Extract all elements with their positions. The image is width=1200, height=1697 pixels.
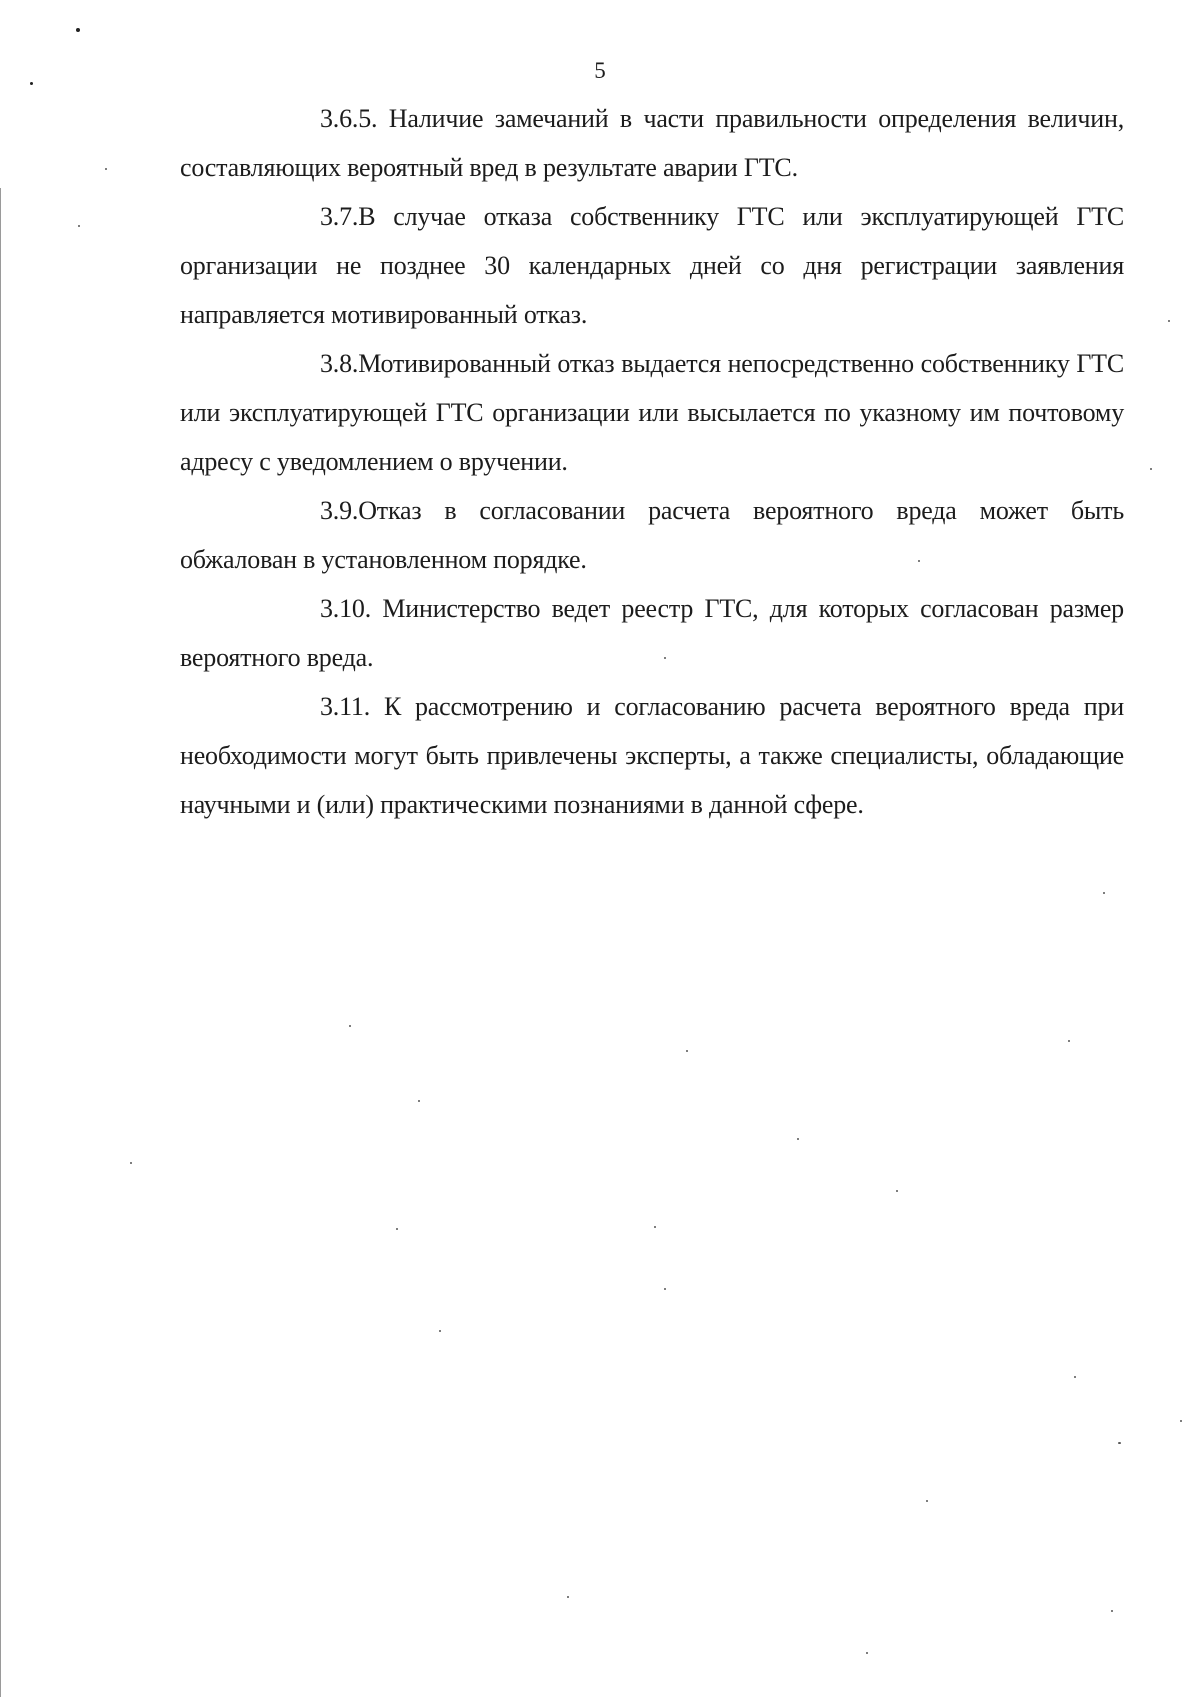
paragraph-text: В случае отказа собственнику ГТС или эксплуатирующей ГТС организации не позднее 30 календарных дней со дня регистрации заявления направляется мотивированный отказ. [180, 202, 1124, 329]
scan-speck [1180, 1420, 1182, 1422]
scan-edge-line [0, 188, 1, 1697]
scan-speck [896, 1190, 898, 1192]
scan-speck [654, 1226, 656, 1228]
scan-speck [130, 1162, 132, 1164]
scan-speck [1118, 1442, 1121, 1444]
scan-speck [396, 1228, 398, 1230]
scan-speck [926, 1500, 928, 1502]
scan-speck [30, 82, 33, 85]
scan-speck [1074, 1376, 1076, 1378]
paragraph-3-7 [180, 192, 1124, 339]
paragraph-number: 3.9. [320, 496, 359, 525]
scan-speck [1168, 320, 1170, 322]
scan-speck [76, 28, 80, 32]
scan-speck [105, 168, 107, 170]
paragraph-number: 3.7. [320, 202, 359, 231]
document-body [180, 94, 1124, 829]
page-number: 5 [594, 58, 606, 83]
scan-speck [866, 1652, 868, 1654]
scan-speck [78, 225, 80, 227]
scan-speck [664, 657, 666, 659]
paragraph-3-10 [180, 584, 1124, 682]
scan-speck [664, 1288, 666, 1290]
paragraph-3-8 [180, 339, 1124, 486]
scan-speck [418, 1100, 420, 1102]
paragraph-number: 3.6.5. [320, 104, 378, 133]
scan-speck [1111, 1610, 1113, 1612]
scan-speck [1068, 1040, 1070, 1042]
paragraph-number: 3.8. [320, 349, 359, 378]
paragraph-text: Наличие замечаний в части правильности определения величин, составляющих вероятный вред в результате аварии ГТС. [180, 104, 1124, 182]
scan-speck [797, 1138, 799, 1140]
paragraph-text: К рассмотрению и согласованию расчета вероятного вреда при необходимости могут быть привлечены эксперты, а также специалисты, обладающие научными и (или) практическими познаниями в данной сфере. [180, 692, 1124, 819]
scan-speck [918, 560, 920, 562]
paragraph-number: 3.10. [320, 594, 372, 623]
paragraph-3-9 [180, 486, 1124, 584]
scan-speck [349, 1025, 351, 1027]
scan-speck [439, 1330, 441, 1332]
paragraph-text: Министерство ведет реестр ГТС, для которых согласован размер вероятного вреда. [180, 594, 1124, 672]
scan-speck [686, 1050, 688, 1052]
paragraph-3-6-5 [180, 94, 1124, 192]
paragraph-text: Отказ в согласовании расчета вероятного вреда может быть обжалован в установленном порядке. [180, 496, 1124, 574]
scan-speck [567, 1596, 569, 1598]
scan-speck [1103, 892, 1105, 894]
scan-speck [1150, 468, 1152, 470]
paragraph-number: 3.11. [320, 692, 371, 721]
paragraph-text: Мотивированный отказ выдается непосредственно собственнику ГТС или эксплуатирующей ГТС организации или высылается по указному им почтовому адресу с уведомлением о вручении. [180, 349, 1124, 476]
paragraph-3-11 [180, 682, 1124, 829]
